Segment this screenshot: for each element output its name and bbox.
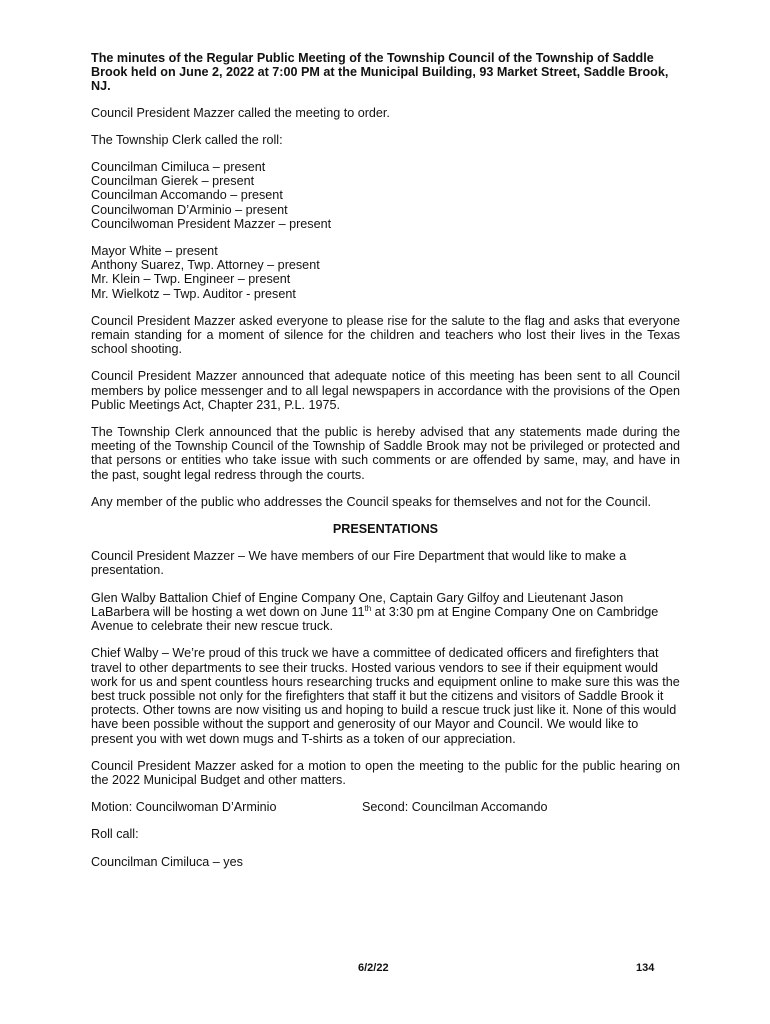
roll-entry: Councilman Gierek – present [91, 174, 255, 189]
minutes-body [91, 51, 680, 882]
presentation-intro: Council President Mazzer – We have members of our Fire Department that would like to make a presentation. [91, 549, 627, 578]
walby-intro-text: Glen Walby Battalion Chief of Engine Company One, Captain Gary Gilfoy and Lieutenant Jason LaBarbera will be hosting a wet down on June 11 [91, 590, 624, 619]
public-statement-paragraph: Any member of the public who addresses the Council speaks for themselves and not for the Council. [91, 494, 652, 509]
roll-entry: Mr. Klein – Twp. Engineer – present [91, 272, 291, 287]
motion-line [91, 800, 680, 814]
roll-entry: Councilwoman D’Arminio – present [91, 202, 288, 217]
council-roll-list [91, 160, 680, 231]
footer-date: 6/2/22 [358, 962, 389, 974]
vote-entry: Councilman Cimiluca – yes [91, 854, 243, 869]
roll-entry: Councilwoman President Mazzer – present [91, 216, 332, 231]
ordinal-suffix: th [364, 603, 372, 613]
motion-request-paragraph: Council President Mazzer asked for a motion to open the meeting to the public for the public hearing on the 2022 Municipal Budget and other matters. [91, 758, 680, 787]
salute-paragraph: Council President Mazzer asked everyone to please rise for the salute to the flag and asks that everyone remain standing for a moment of silence for the children and teachers who lost their lives in the Texas school shooting. [91, 313, 680, 357]
footer-page-number: 134 [636, 962, 655, 974]
minutes-title: The minutes of the Regular Public Meeting of the Township Council of the Township of Saddle Brook held on June 2, 2022 at 7:00 PM at the Municipal Building, 93 Market Street, Saddle Brook, NJ. [91, 51, 669, 94]
officials-roll-list [91, 244, 680, 301]
call-to-order: Council President Mazzer called the meeting to order. [91, 105, 390, 120]
roll-entry: Mr. Wielkotz – Twp. Auditor - present [91, 286, 296, 301]
walby-intro-text-end: at 3:30 pm at Engine Company One on Cambridge Avenue to celebrate their new rescue truck. [91, 604, 659, 634]
roll-entry: Councilman Accomando – present [91, 188, 283, 203]
presentations-heading: PRESENTATIONS [332, 522, 439, 537]
roll-intro: The Township Clerk called the roll: [91, 132, 283, 147]
roll-entry: Mayor White – present [91, 244, 218, 259]
roll-entry: Anthony Suarez, Twp. Attorney – present [91, 258, 320, 273]
roll-entry: Councilman Cimiluca – present [91, 160, 266, 175]
notice-paragraph: Council President Mazzer announced that adequate notice of this meeting has been sent to all Council members by police messenger and to all legal newspapers in accordance with the provisions of the Open Public Meetings Act, Chapter 231, P.L. 1975. [91, 369, 680, 412]
clerk-statement-paragraph: The Township Clerk announced that the public is hereby advised that any statements made during the meeting of the Township Council of the Township of Saddle Brook may not be privileged or protected and that persons or entities who take issue with such comments or are offended by same, may, and have in the past, sought legal redress through the courts. [91, 425, 680, 482]
walby-intro-paragraph [91, 591, 680, 634]
chief-walby-paragraph: Chief Walby – We’re proud of this truck we have a committee of dedicated officers and firefighters that travel to other departments to see their trucks. Hosted various vendors to see if their equipment would work for us and spent countless hours researching trucks and equipment online to make sure this was the best truck possible not only for the firefighters that staff it but the citizens and visitors of Saddle Brook it protects. Other towns are now visiting us and hoping to build a rescue truck just like it. None of this would have been possible without the support and generosity of our Mayor and Council. We would like to present you with wet down mugs and T-shirts as a token of our appreciation. [91, 646, 680, 746]
second-by: Second: Councilman Accomando [362, 800, 548, 815]
roll-call-label: Roll call: [91, 827, 139, 842]
motion-by: Motion: Councilwoman D’Arminio [91, 800, 277, 815]
